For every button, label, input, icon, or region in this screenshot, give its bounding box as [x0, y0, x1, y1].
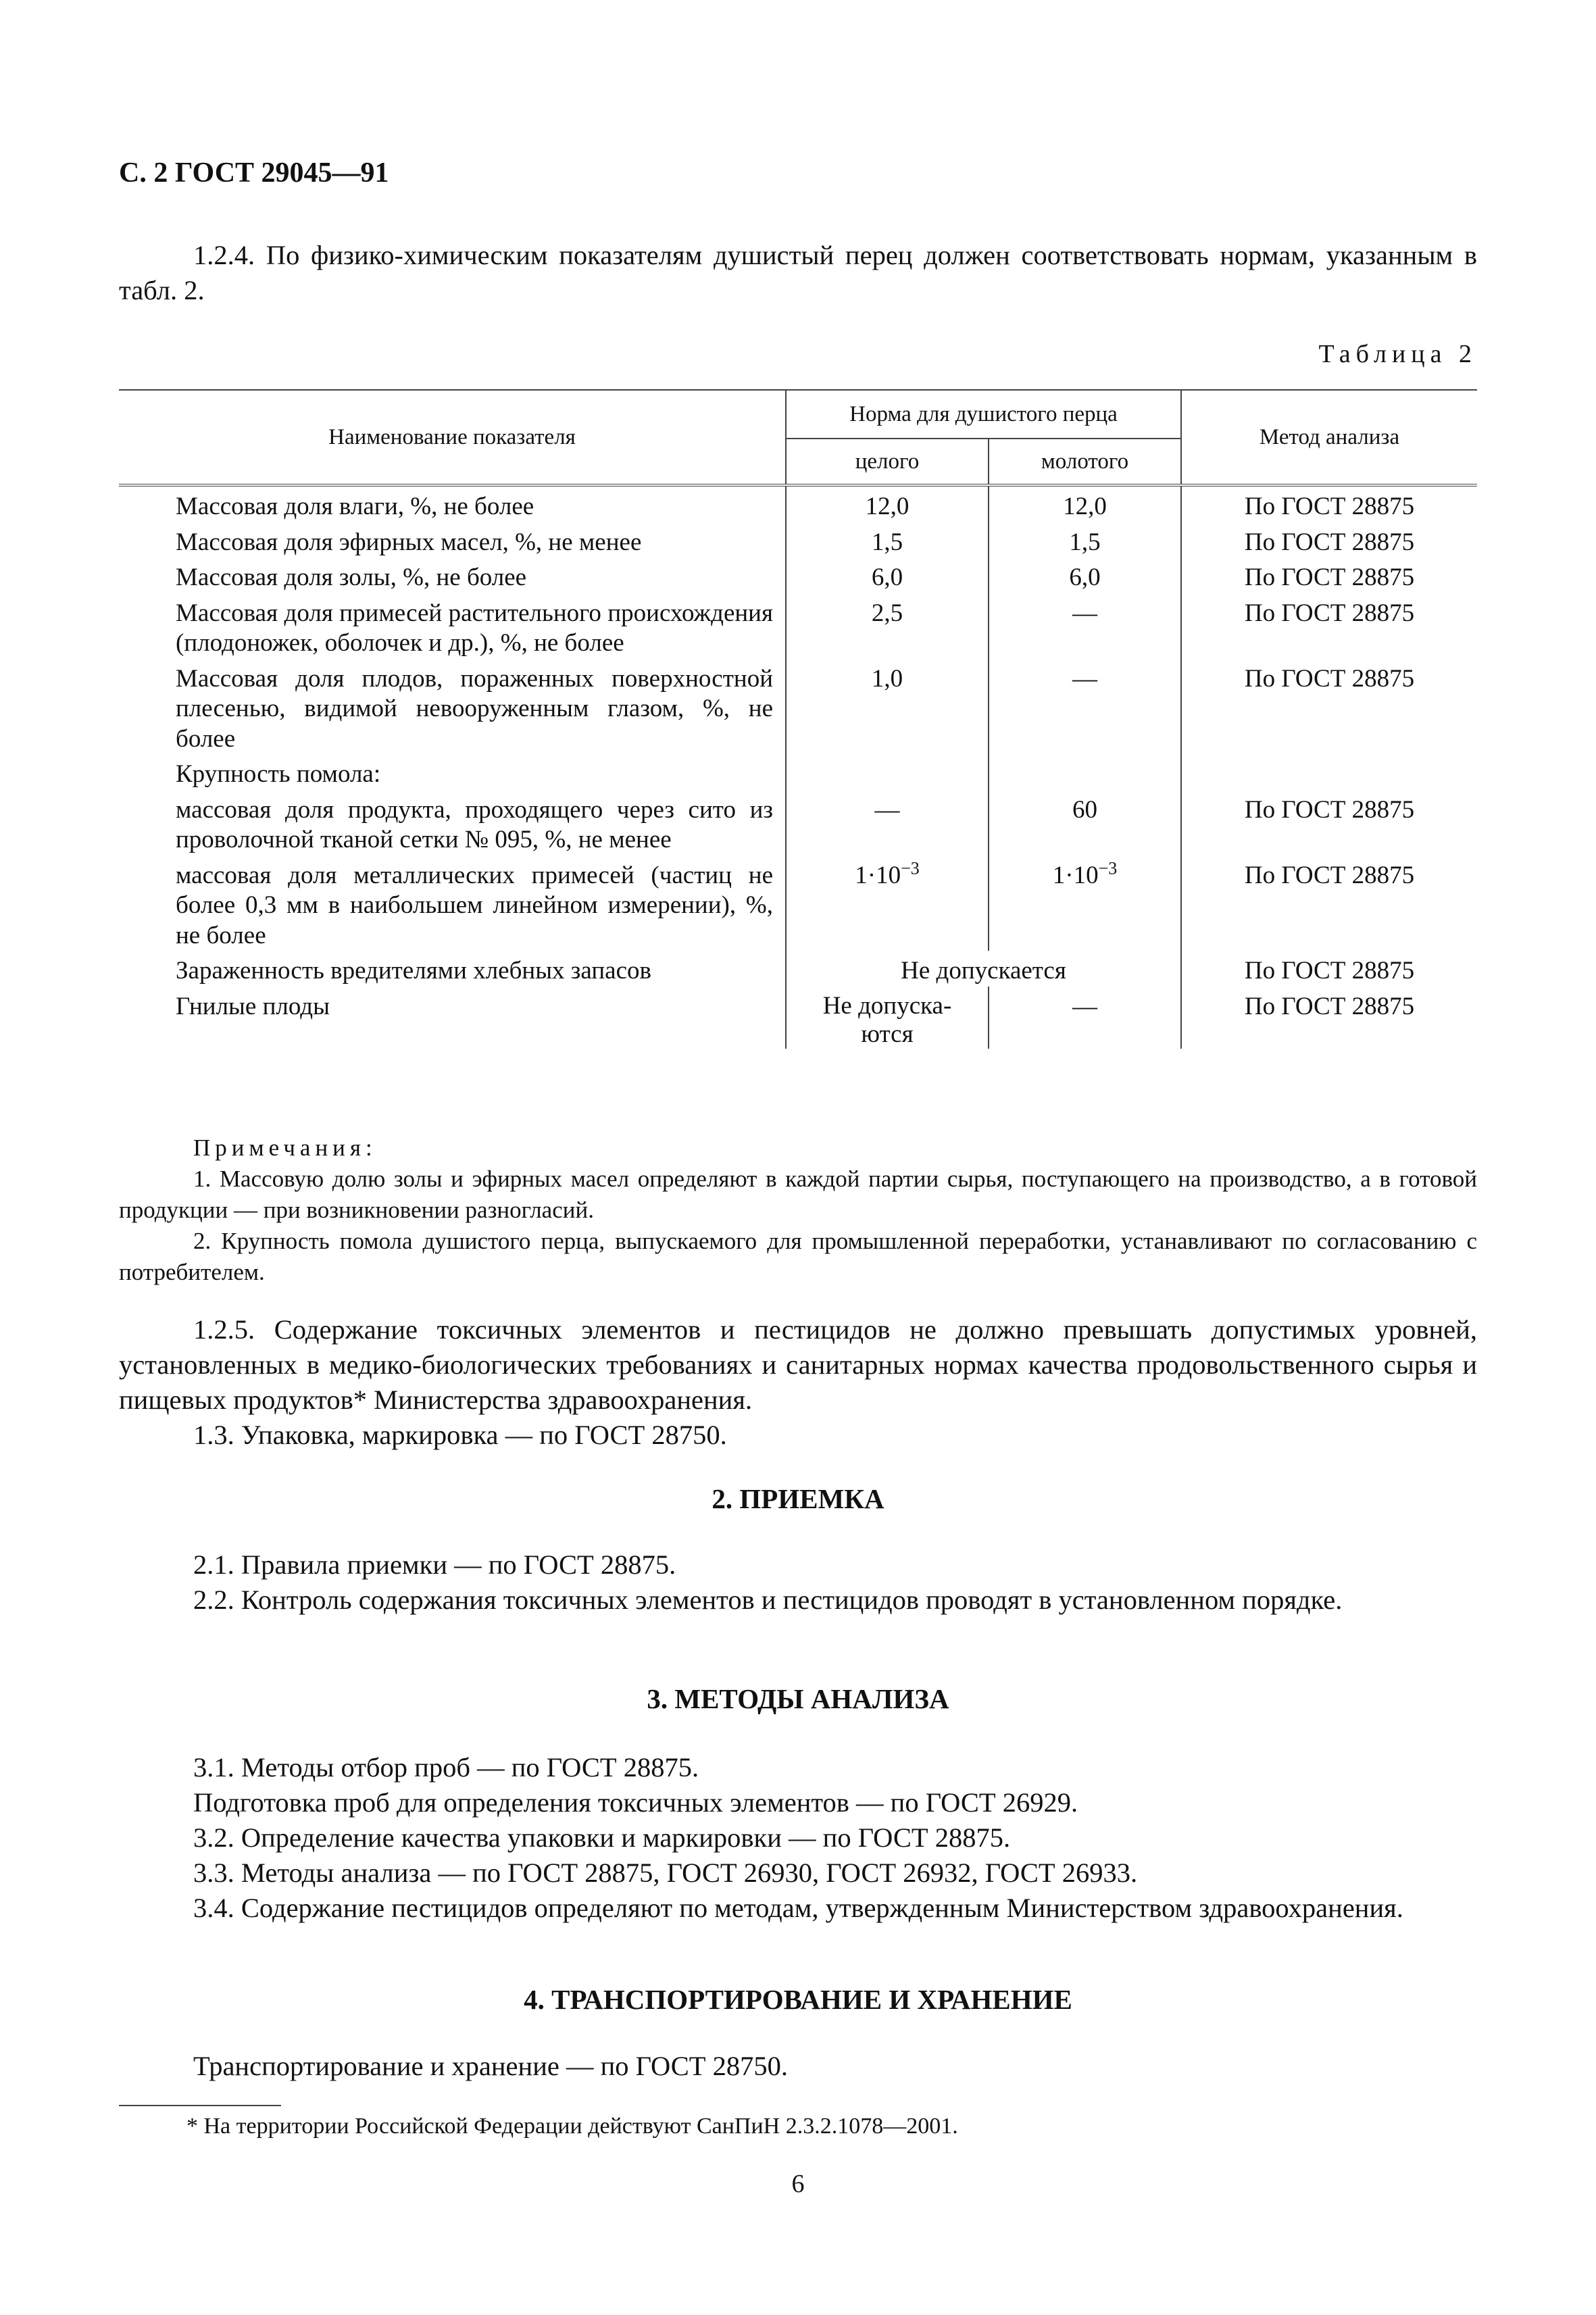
paragraph-4: Транспортирование и хранение — по ГОСТ 28750. [193, 2051, 789, 2081]
row-whole: 1,5 [786, 522, 989, 558]
paragraph-2-2: 2.2. Контроль содержания токсичных элементов и пестицидов проводят в установленном порядке. [193, 1585, 1343, 1615]
footnote: * На территории Российской Федерации действуют СанПиН 2.3.2.1078—2001. [186, 2114, 958, 2139]
table-row [119, 790, 1477, 855]
value-mantissa: 1·10 [855, 861, 901, 889]
paragraph-3-3: 3.3. Методы анализа — по ГОСТ 28875, ГОСТ 26930, ГОСТ 26932, ГОСТ 26933. [193, 1858, 1138, 1888]
col-header-ground: молотого [989, 439, 1181, 485]
value-exponent: −3 [901, 858, 920, 878]
row-ground [989, 754, 1181, 790]
row-method: По ГОСТ 28875 [1244, 795, 1415, 824]
notes-title: Примечания: [193, 1135, 377, 1161]
col-header-name: Наименование показателя [119, 390, 786, 485]
row-method: По ГОСТ 28875 [1244, 664, 1415, 693]
section-4-body [119, 2049, 1477, 2084]
table-row [119, 754, 1477, 790]
row-whole [786, 855, 989, 951]
col-header-norm-group: Норма для душистого перца [786, 390, 1181, 439]
row-name: Массовая доля эфирных масел, %, не менее [176, 528, 642, 556]
paragraph-3-2: 3.2. Определение качества упаковки и маркировки — по ГОСТ 28875. [193, 1822, 1011, 1853]
row-ground: — [989, 659, 1181, 755]
row-name: Массовая доля золы, %, не более [176, 564, 527, 591]
table-row [119, 485, 1477, 522]
paragraph-3-1: 3.1. Методы отбор проб — по ГОСТ 28875. [193, 1752, 699, 1783]
row-name: массовая доля металлических примесей (частиц не более 0,3 мм в наибольшем линейном измерении), %, не более [176, 861, 773, 949]
row-ground: — [989, 593, 1181, 659]
row-whole: Не допуска-ются [786, 987, 989, 1049]
row-name: Гнилые плоды [176, 992, 330, 1020]
note-1: 1. Массовую долю золы и эфирных масел определяют в каждой партии сырья, поступающего на производство, а в готовой продукции — при возникновении разногласий. [119, 1166, 1477, 1223]
paragraph-1-2-4: 1.2.4. По физико-химическим показателям душистый перец должен соответствовать нормам, указанным в табл. 2. [119, 240, 1477, 305]
paragraph-3-4: 3.4. Содержание пестицидов определяют по методам, утвержденным Министерством здравоохранения. [193, 1893, 1403, 1923]
row-method: По ГОСТ 28875 [1244, 528, 1415, 556]
row-name: Массовая доля плодов, пораженных поверхностной плесенью, видимой невооруженным глазом, %, не более [176, 664, 773, 753]
note-2: 2. Крупность помола душистого перца, выпускаемого для промышленной переработки, устанавливают по согласованию с потребителем. [119, 1228, 1477, 1285]
value-mantissa: 1·10 [1052, 861, 1099, 889]
section-4-title: 4. ТРАНСПОРТИРОВАНИЕ И ХРАНЕНИЕ [524, 1984, 1072, 2015]
row-whole: 1,0 [786, 659, 989, 755]
row-method: По ГОСТ 28875 [1244, 564, 1415, 591]
row-ground [989, 855, 1181, 951]
intro-block [119, 238, 1477, 308]
row-name: Массовая доля примесей растительного происхождения (плодоножек, оболочек и др.), %, не более [176, 599, 773, 657]
row-method: По ГОСТ 28875 [1244, 992, 1415, 1020]
value-exponent: −3 [1098, 858, 1118, 878]
row-ground: 6,0 [989, 557, 1181, 593]
row-method: По ГОСТ 28875 [1244, 493, 1415, 520]
row-whole: — [786, 790, 989, 855]
row-method: По ГОСТ 28875 [1244, 957, 1415, 985]
col-header-method: Метод анализа [1259, 424, 1400, 449]
table-row [119, 557, 1477, 593]
section-3-body [119, 1750, 1477, 1926]
row-name: Зараженность вредителями хлебных запасов [176, 957, 651, 985]
footnote-divider [119, 2105, 281, 2106]
row-ground: 12,0 [989, 485, 1181, 522]
table-caption: Таблица 2 [1318, 340, 1477, 368]
table-row [119, 659, 1477, 755]
row-whole: 12,0 [786, 485, 989, 522]
page-header: С. 2 ГОСТ 29045—91 [119, 157, 389, 189]
paragraph-1-3: 1.3. Упаковка, маркировка — по ГОСТ 28750. [193, 1420, 727, 1450]
section-1-tail [119, 1312, 1477, 1453]
col-header-whole: целого [786, 439, 989, 485]
row-ground: 60 [989, 790, 1181, 855]
row-ground: — [989, 987, 1181, 1049]
table-row [119, 951, 1477, 987]
row-whole: 2,5 [786, 593, 989, 659]
table-2 [119, 389, 1477, 1049]
row-whole [786, 754, 989, 790]
row-method [1181, 754, 1477, 790]
section-3-title: 3. МЕТОДЫ АНАЛИЗА [647, 1683, 949, 1714]
row-method: По ГОСТ 28875 [1244, 599, 1415, 627]
table-row [119, 593, 1477, 659]
row-name: массовая доля продукта, проходящего через сито из проволочной тканой сетки № 095, %, не менее [176, 795, 773, 853]
paragraph-2-1: 2.1. Правила приемки — по ГОСТ 28875. [193, 1549, 676, 1580]
table-row [119, 987, 1477, 1049]
table-row [119, 522, 1477, 558]
row-norm-merged: Не допускается [786, 951, 1181, 987]
row-ground: 1,5 [989, 522, 1181, 558]
row-method: По ГОСТ 28875 [1244, 861, 1415, 889]
table-row [119, 855, 1477, 951]
table-notes [119, 1132, 1477, 1288]
row-name: Массовая доля влаги, %, не более [176, 493, 534, 520]
section-2-title: 2. ПРИЕМКА [712, 1483, 884, 1514]
page-number: 6 [791, 2170, 805, 2198]
row-whole: 6,0 [786, 557, 989, 593]
paragraph-1-2-5: 1.2.5. Содержание токсичных элементов и пестицидов не должно превышать допустимых уровней, установленных в медико-биологических требованиях и санитарных нормах качества продовольственного сырья и пищевых продуктов* Министерства здравоохранения. [119, 1314, 1477, 1415]
section-2-body [119, 1547, 1477, 1618]
row-name: Крупность помола: [176, 760, 381, 788]
paragraph-3-1b: Подготовка проб для определения токсичных элементов — по ГОСТ 26929. [193, 1787, 1078, 1818]
